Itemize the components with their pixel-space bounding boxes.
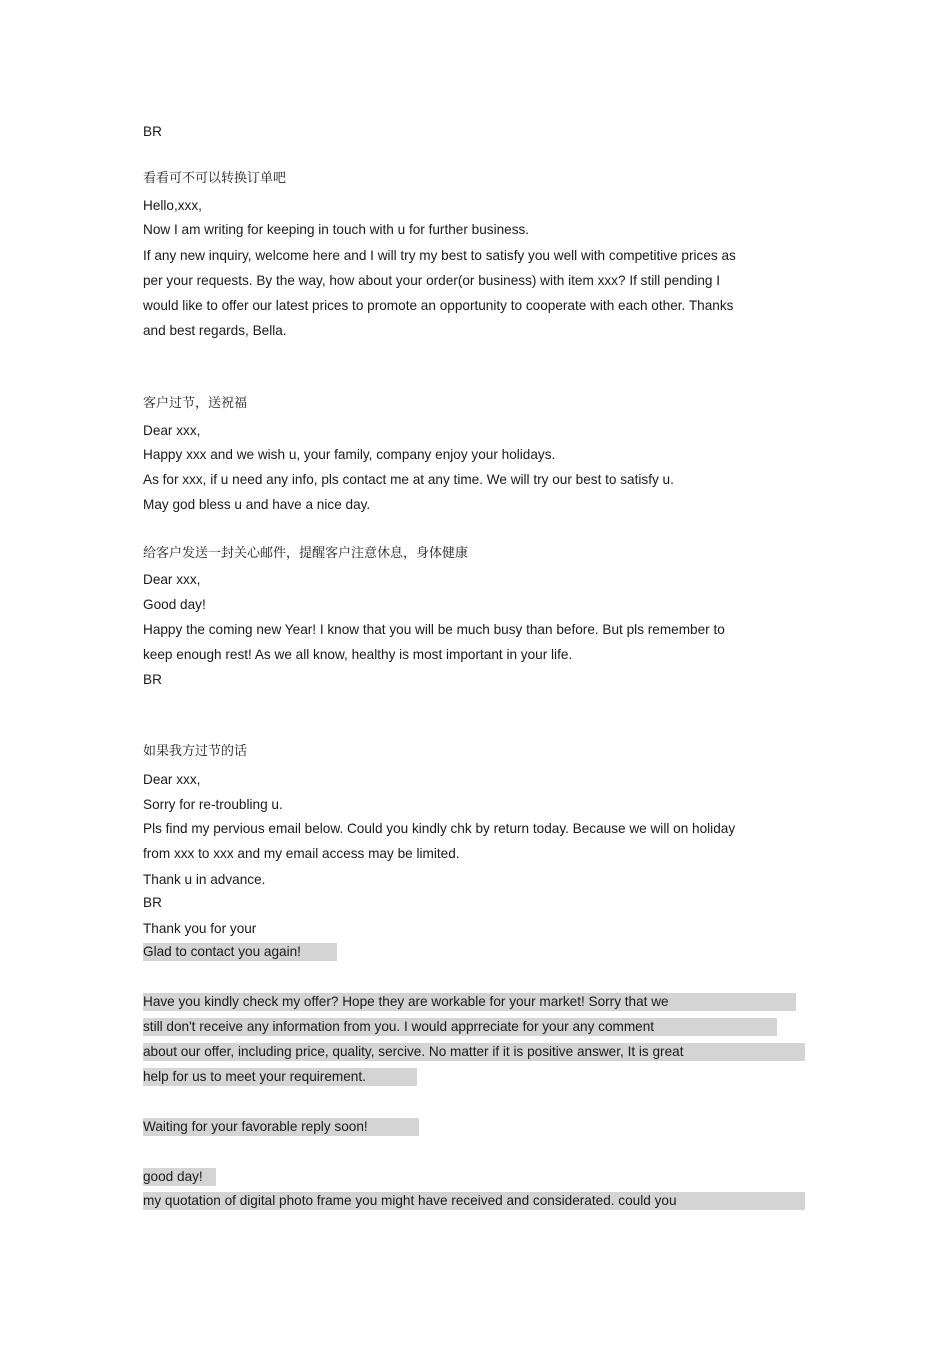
highlighted-line: my quotation of digital photo frame you might have received and considerated. could you	[143, 1192, 805, 1210]
text-line: per your requests. By the way, how about your order(or business) with item xxx? If still pending I	[143, 273, 720, 288]
sign-off: BR	[143, 124, 162, 139]
text-line: May god bless u and have a nice day.	[143, 497, 371, 512]
text-line: Hello,xxx,	[143, 198, 202, 213]
text-line: Dear xxx,	[143, 423, 201, 438]
highlighted-line: Waiting for your favorable reply soon!	[143, 1118, 419, 1136]
text-line: Dear xxx,	[143, 572, 201, 587]
text-line: from xxx to xxx and my email access may be limited.	[143, 846, 460, 861]
highlighted-line: good day!	[143, 1168, 216, 1186]
text-line: Thank u in advance.	[143, 872, 266, 887]
text-line: Thank you for your	[143, 921, 257, 936]
text-line: Sorry for re-troubling u.	[143, 797, 283, 812]
section-heading: 客户过节，送祝福	[143, 396, 248, 411]
sign-off: BR	[143, 895, 162, 910]
highlighted-line: still don't receive any information from you. I would apprreciate for your any comment	[143, 1018, 777, 1036]
highlighted-line: about our offer, including price, quality, sercive. No matter if it is positive answer, It is great	[143, 1043, 805, 1061]
text-line: Happy xxx and we wish u, your family, company enjoy your holidays.	[143, 447, 556, 462]
highlighted-line: help for us to meet your requirement.	[143, 1068, 417, 1086]
highlighted-line: Have you kindly check my offer? Hope they are workable for your market! Sorry that we	[143, 993, 796, 1011]
text-line: and best regards, Bella.	[143, 323, 287, 338]
text-line: As for xxx, if u need any info, pls contact me at any time. We will try our best to satisfy u.	[143, 472, 674, 487]
highlighted-line: Glad to contact you again!	[143, 943, 337, 961]
sign-off: BR	[143, 672, 162, 687]
text-line: Happy the coming new Year! I know that you will be much busy than before. But pls remember to	[143, 622, 725, 637]
text-line: keep enough rest! As we all know, healthy is most important in your life.	[143, 647, 573, 662]
text-line: If any new inquiry, welcome here and I will try my best to satisfy you well with competitive prices as	[143, 248, 736, 263]
section-heading: 给客户发送一封关心邮件，提醒客户注意休息，身体健康	[143, 546, 469, 561]
text-line: Pls find my pervious email below. Could you kindly chk by return today. Because we will on holiday	[143, 821, 736, 836]
text-line: Now I am writing for keeping in touch with u for further business.	[143, 222, 530, 237]
text-line: would like to offer our latest prices to promote an opportunity to cooperate with each other. Thanks	[143, 298, 734, 313]
section-heading: 看看可不可以转换订单吧	[143, 171, 287, 186]
text-line: Dear xxx,	[143, 772, 201, 787]
section-heading: 如果我方过节的话	[143, 744, 248, 759]
text-line: Good day!	[143, 597, 206, 612]
